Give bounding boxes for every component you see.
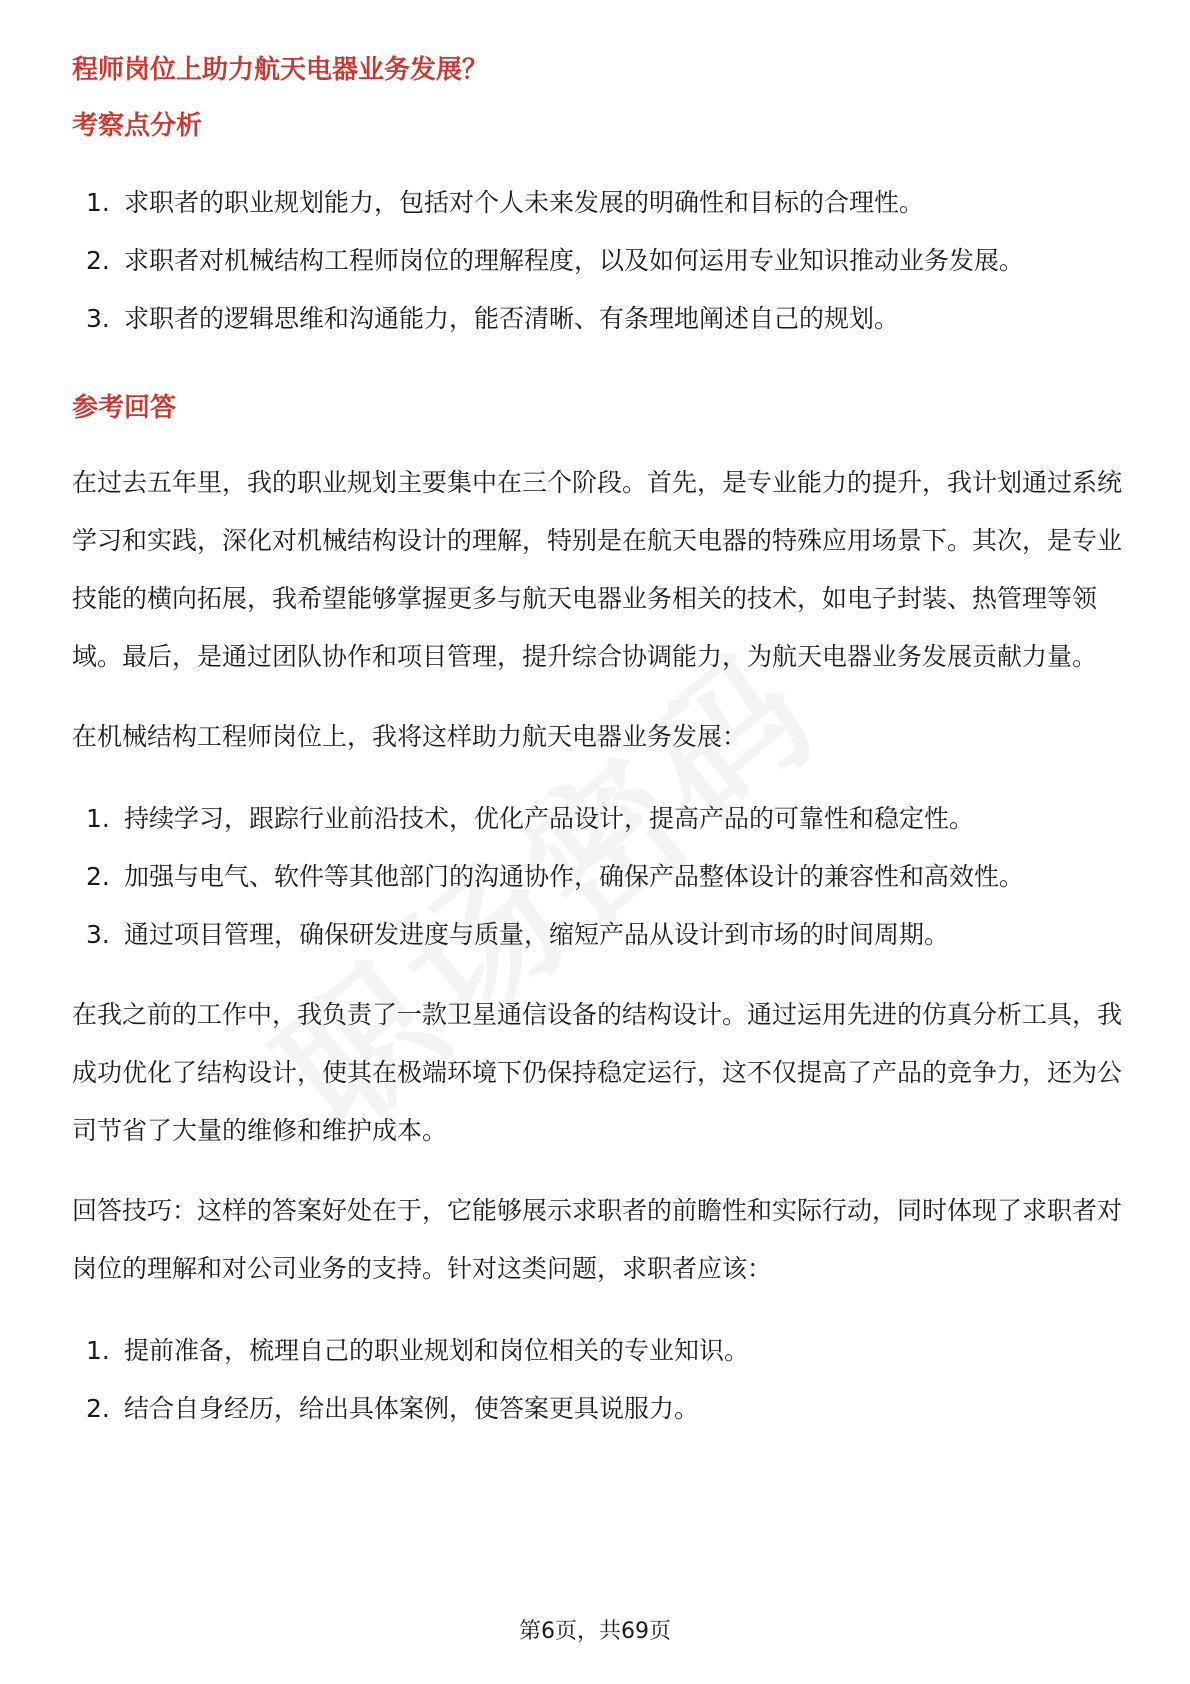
- page-content: [72, 42, 1122, 1438]
- answer-paragraph-2: 在机械结构工程师岗位上，我将这样助力航天电器业务发展：: [72, 722, 748, 751]
- list-item: 1. 提前准备，梳理自己的职业规划和岗位相关的专业知识。: [86, 1336, 750, 1365]
- contribution-list: [72, 790, 1122, 964]
- list-item: 2. 结合自身经历，给出具体案例，使答案更具说服力。: [86, 1394, 700, 1423]
- tips-list: [72, 1322, 1122, 1438]
- list-item: 1. 求职者的职业规划能力，包括对个人未来发展的明确性和目标的合理性。: [86, 188, 925, 217]
- answer-tips-paragraph: 回答技巧：这样的答案好处在于，它能够展示求职者的前瞻性和实际行动，同时体现了求职者对岗位的理解和对公司业务的支持。针对这类问题，求职者应该：: [72, 1196, 1123, 1283]
- list-item: 2. 求职者对机械结构工程师岗位的理解程度，以及如何运用专业知识推动业务发展。: [86, 246, 1025, 275]
- list-item: 3. 通过项目管理，确保研发进度与质量，缩短产品从设计到市场的时间周期。: [86, 920, 950, 949]
- analysis-heading: 考察点分析: [72, 111, 203, 141]
- list-item: 3. 求职者的逻辑思维和沟通能力，能否清晰、有条理地阐述自己的规划。: [86, 304, 900, 333]
- analysis-list: [72, 174, 1122, 348]
- answer-paragraph-1: 在过去五年里，我的职业规划主要集中在三个阶段。首先，是专业能力的提升，我计划通过系统学习和实践，深化对机械结构设计的理解，特别是在航天电器的特殊应用场景下。其次，是专业技能的横向拓展，我希望能够掌握更多与航天电器业务相关的技术，如电子封装、热管理等领域。最后，是通过团队协作和项目管理，提升综合协调能力，为航天电器业务发展贡献力量。: [72, 468, 1123, 671]
- answer-heading: 参考回答: [72, 393, 177, 423]
- question-continuation: 程师岗位上助力航天电器业务发展？: [72, 55, 489, 85]
- list-item: 2. 加强与电气、软件等其他部门的沟通协作，确保产品整体设计的兼容性和高效性。: [86, 862, 1025, 891]
- answer-paragraph-3: 在我之前的工作中，我负责了一款卫星通信设备的结构设计。通过运用先进的仿真分析工具，我成功优化了结构设计，使其在极端环境下仍保持稳定运行，这不仅提高了产品的竞争力，还为公司节省了大量的维修和维护成本。: [72, 1000, 1123, 1145]
- page-number: 第6页，共69页: [519, 1619, 671, 1644]
- list-item: 1. 持续学习，跟踪行业前沿技术，优化产品设计，提高产品的可靠性和稳定性。: [86, 804, 975, 833]
